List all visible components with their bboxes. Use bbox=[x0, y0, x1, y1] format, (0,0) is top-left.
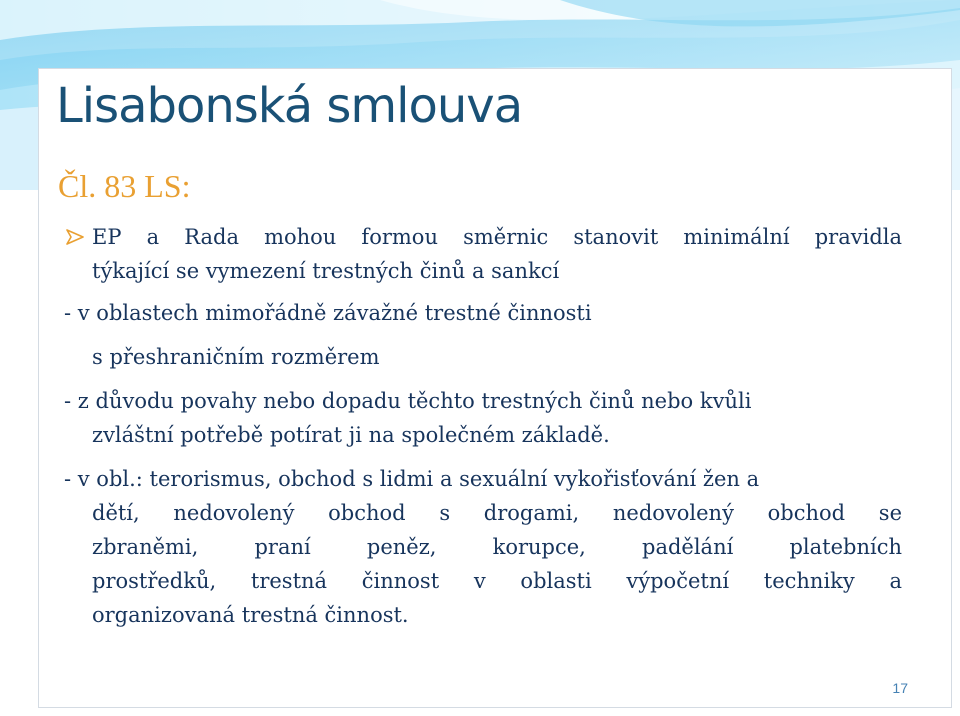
slide-body bbox=[60, 220, 902, 632]
body-line-11: organizovaná trestná činnost. bbox=[92, 603, 409, 627]
body-line-9: zbraněmi, praní peněz, korupce, padělání platebních bbox=[92, 535, 902, 559]
arrow-bullet-icon bbox=[66, 229, 84, 245]
body-line-1: EP a Rada mohou formou směrnic stanovit minimální pravidla bbox=[92, 225, 902, 249]
body-line-10: prostředků, trestná činnost v oblasti výpočetní techniky a bbox=[92, 569, 902, 593]
article-heading: Čl. 83 LS: bbox=[58, 168, 191, 204]
page-number: 17 bbox=[892, 680, 908, 696]
body-line-4: s přeshraničním rozměrem bbox=[92, 345, 380, 369]
body-line-8: dětí, nedovolený obchod s drogami, nedovolený obchod se bbox=[92, 501, 902, 525]
slide-title: Lisabonská smlouva bbox=[56, 78, 523, 134]
body-line-7: - v obl.: terorismus, obchod s lidmi a sexuální vykořisťování žen a bbox=[64, 467, 760, 491]
body-line-3: - v oblastech mimořádně závažné trestné činnosti bbox=[64, 301, 592, 325]
body-line-2: týkající se vymezení trestných činů a sankcí bbox=[92, 259, 560, 283]
body-line-5: - z důvodu povahy nebo dopadu těchto trestných činů nebo kvůli bbox=[64, 389, 752, 413]
body-line-6: zvláštní potřebě potírat ji na společném základě. bbox=[92, 423, 610, 447]
